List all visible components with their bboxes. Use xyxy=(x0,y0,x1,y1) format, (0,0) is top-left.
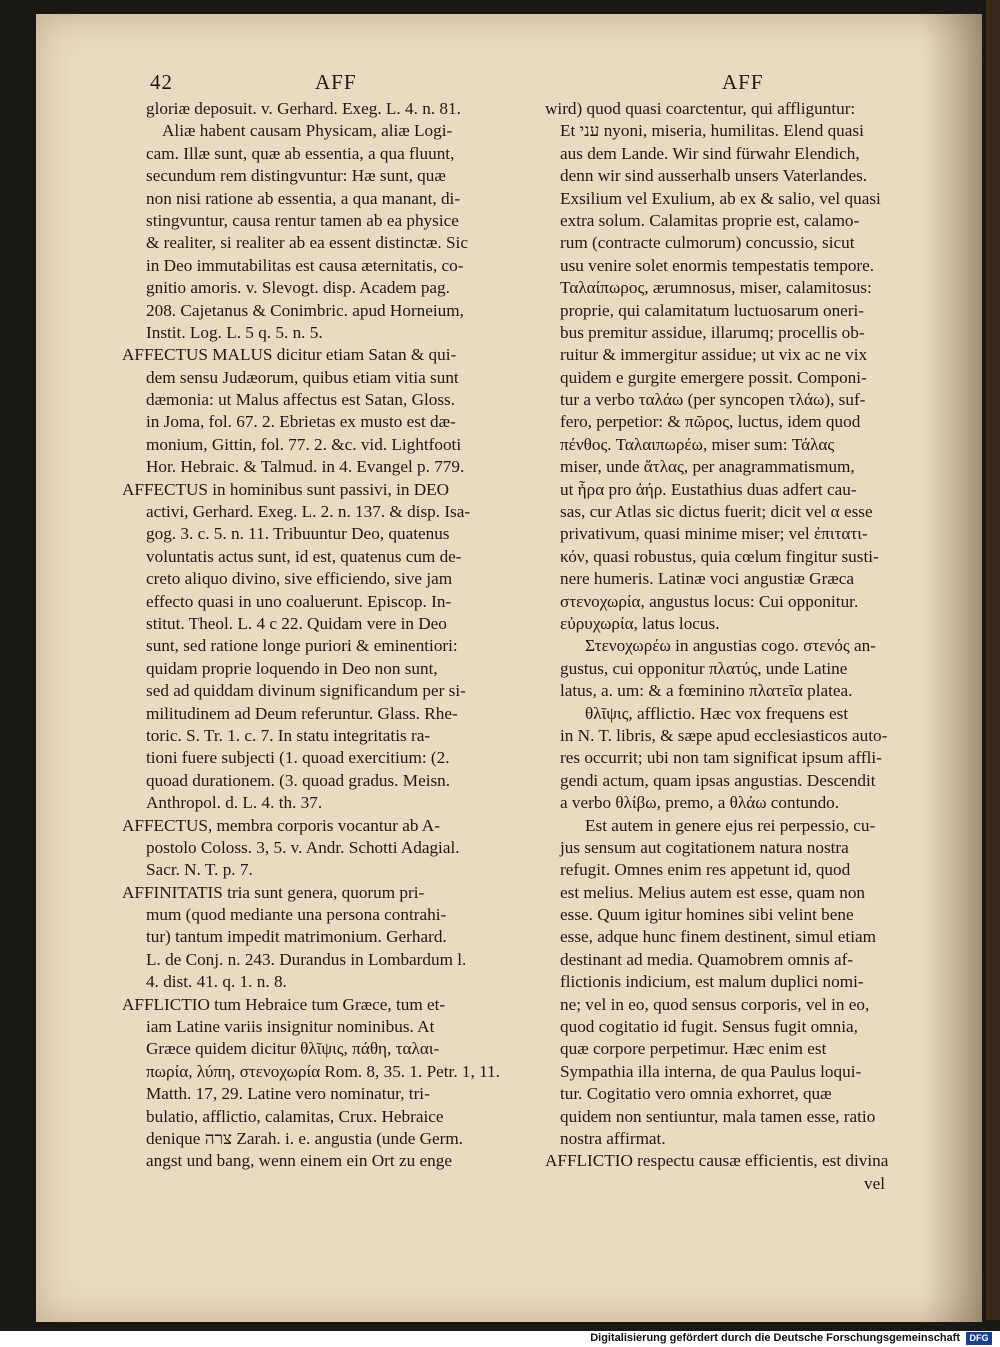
text-line: Exsilium vel Exulium, ab ex & salio, vel quasi xyxy=(560,188,881,208)
text-line: quidem non sentiuntur, mala tamen esse, ratio xyxy=(560,1106,876,1126)
text-line: quidam proprie loquendo in Deo non sunt, xyxy=(146,658,438,678)
dfg-logo: DFG xyxy=(966,1332,992,1345)
text-line: AFFLICTIO respectu causæ efficientis, est divina xyxy=(545,1151,889,1171)
binding-edge xyxy=(986,0,1000,1320)
text-line: cam. Illæ sunt, quæ ab essentia, a qua fluunt, xyxy=(146,143,455,163)
text-line: Sympathia illa interna, de qua Paulus loqui- xyxy=(560,1061,862,1081)
text-line: denn wir sind ausserhalb unsers Vaterlandes. xyxy=(560,166,868,186)
text-line: quod cogitatio id fugit. Sensus fugit omnia, xyxy=(560,1017,858,1037)
text-line: & realiter, si realiter ab ea essent distinctæ. Sic xyxy=(146,233,468,253)
text-line: ut ἦρα pro ἀήρ. Eustathius duas adfert cau- xyxy=(560,479,857,499)
text-line: Στενοχωρέω in angustias cogo. στενός an- xyxy=(585,636,876,656)
text-line: in N. T. libris, & sæpe apud ecclesiasticos auto- xyxy=(560,725,888,745)
text-line: refugit. Omnes enim res appetunt id, quod xyxy=(560,860,851,880)
text-line: quæ corpore perpetimur. Hæc enim est xyxy=(560,1039,827,1059)
text-line: extra solum. Calamitas proprie est, calamo- xyxy=(560,210,860,230)
text-line: miser, unde ἄτλας, per anagrammatismum, xyxy=(560,457,855,477)
text-line: sunt, sed ratione longe puriori & eminentiori: xyxy=(146,636,458,656)
text-line: postolo Coloss. 3, 5. v. Andr. Schotti Adagial. xyxy=(146,837,460,857)
text-line: Matth. 17, 29. Latine vero nominatur, tri- xyxy=(146,1084,430,1104)
text-line: gloriæ deposuit. v. Gerhard. Exeg. L. 4. n. 81. xyxy=(146,99,461,118)
text-line: L. de Conj. n. 243. Durandus in Lombardum l. xyxy=(146,949,467,969)
running-head-right: AFF xyxy=(722,70,764,94)
text-line: dæmonia: ut Malus affectus est Satan, Gloss. xyxy=(146,390,456,410)
text-line: εὐρυχωρία, latus locus. xyxy=(560,613,720,633)
text-line: Instit. Log. L. 5 q. 5. n. 5. xyxy=(146,322,323,342)
text-line: Græce quidem dicitur θλῖψις, πάθη, ταλαι- xyxy=(146,1039,440,1059)
text-line: nostra affirmat. xyxy=(560,1128,666,1148)
text-line: fero, perpetior: & πῶρος, luctus, idem quod xyxy=(560,412,861,432)
text-line: AFFECTUS MALUS dicitur etiam Satan & qui- xyxy=(122,345,457,365)
text-line: mum (quod mediante una persona contrahi- xyxy=(146,905,447,925)
text-line: θλῖψις, afflictio. Hæc vox frequens est xyxy=(585,703,849,723)
text-line: quidem e gurgite emergere possit. Componi- xyxy=(560,367,867,387)
text-line: effecto quasi in uno coaluerunt. Episcop. In- xyxy=(146,591,452,611)
text-line: monium, Gittin, fol. 77. 2. &c. vid. Lightfooti xyxy=(146,434,462,454)
text-line: a verbo θλίβω, premo, a θλάω contundo. xyxy=(560,793,840,813)
footer-credit: Digitalisierung gefördert durch die Deutsche Forschungsgemeinschaft xyxy=(590,1332,960,1344)
text-line: iam Latine variis insignitur nominibus. At xyxy=(146,1017,435,1037)
page-number: 42 xyxy=(150,70,173,94)
text-line: tioni fuere subjecti (1. quoad exercitium: (2. xyxy=(146,748,450,768)
text-line: activi, Gerhard. Exeg. L. 2. n. 137. & disp. Isa- xyxy=(146,502,471,522)
text-line: AFFECTUS, membra corporis vocantur ab A- xyxy=(122,815,440,835)
text-line: πωρία, λύπη, στενοχωρία Rom. 8, 35. 1. Petr. 1, 11. xyxy=(146,1061,500,1081)
text-line: AFFINITATIS tria sunt genera, quorum pri- xyxy=(122,882,425,902)
text-line: sas, cur Atlas sic dictus fuerit; dicit vel α esse xyxy=(560,502,873,522)
text-line: secundum rem distingvuntur: Hæ sunt, quæ xyxy=(146,166,446,186)
text-line: bulatio, afflictio, calamitas, Crux. Hebraice xyxy=(146,1106,444,1126)
text-line: rum (contracte culmorum) concussio, sicut xyxy=(560,233,855,253)
text-line: non nisi ratione ab essentia, a qua manant, di- xyxy=(146,188,461,208)
text-line: res occurrit; ubi non tam significat ipsum affli- xyxy=(560,748,882,768)
text-line: aus dem Lande. Wir sind fürwahr Elendich, xyxy=(560,143,860,163)
text-line: Est autem in genere ejus rei perpessio, cu- xyxy=(585,815,876,835)
text-line: dem sensu Judæorum, quibus etiam vitia sunt xyxy=(146,367,459,387)
text-line: in Joma, fol. 67. 2. Ebrietas ex musto est dæ- xyxy=(146,412,456,432)
text-line: gog. 3. c. 5. n. 11. Tribuuntur Deo, quatenus xyxy=(146,524,450,544)
text-line: proprie, qui calamitatum luctuosarum oneri- xyxy=(560,300,865,320)
text-line: tur a verbo ταλάω (per syncopen τλάω), suf- xyxy=(560,390,866,410)
text-line: usu venire solet enormis tempestatis tempore. xyxy=(560,255,875,275)
text-line: in Deo immutabilitas est causa æternitatis, co- xyxy=(146,255,464,275)
text-line: stingvuntur, causa rentur tamen ab ea physice xyxy=(146,210,459,230)
text-line: vel xyxy=(864,1173,885,1193)
text-line: flictionis indicium, est malum duplici nomi- xyxy=(560,972,864,992)
text-line: latus, a. um: & a fœminino πλατεῖα platea. xyxy=(560,681,853,701)
text-line: ruitur & immergitur assidue; ut vix ac ne vix xyxy=(560,345,868,365)
text-line: denique צרה Zarah. i. e. angustia (unde Germ. xyxy=(146,1128,464,1148)
text-line: stitut. Theol. L. 4 c 22. Quidam vere in Deo xyxy=(146,613,447,633)
text-line: gendi actum, quam ipsas angustias. Descendit xyxy=(560,770,876,790)
text-line: quoad durationem. (3. quoad gradus. Meisn. xyxy=(146,770,451,790)
text-line: bus premitur assidue, illarumq; procellis ob- xyxy=(560,322,865,342)
text-line: στενοχωρία, angustus locus: Cui opponitur. xyxy=(560,591,859,611)
text-line: sed ad quiddam divinum significandum per si- xyxy=(146,681,466,701)
text-line: est melius. Melius autem est esse, quam non xyxy=(560,882,866,902)
text-line: jus sensum aut cogitationem natura nostra xyxy=(560,837,849,857)
text-line: voluntatis actus sunt, id est, quatenus cum de- xyxy=(146,546,462,566)
text-line: esse. Quum igitur homines sibi velint bene xyxy=(560,905,854,925)
text-line: creto aliquo divino, sive efficiendo, sive jam xyxy=(146,569,453,589)
text-line: 208. Cajetanus & Conimbric. apud Horneium, xyxy=(146,300,464,320)
text-line: esse, adque hunc finem destinent, simul etiam xyxy=(560,927,876,947)
left-text-column xyxy=(122,98,537,1173)
text-line: tur) tantum impedit matrimonium. Gerhard. xyxy=(146,927,447,947)
text-line: 4. dist. 41. q. 1. n. 8. xyxy=(146,972,287,992)
text-line: nere humeris. Latinæ voci angustiæ Græca xyxy=(560,569,855,589)
text-line: ne; vel in eo, quod sensus corporis, vel in eo, xyxy=(560,994,870,1014)
text-line: πένθος. Ταλαιπωρέω, miser sum: Τάλας xyxy=(560,434,835,454)
text-line: privativum, quasi minime miser; vel ἐπιτατι- xyxy=(560,524,868,544)
text-line: toric. S. Tr. 1. c. 7. In statu integritatis ra- xyxy=(146,725,431,745)
text-line: tur. Cogitatio vero omnia exhorret, quæ xyxy=(560,1084,832,1104)
running-head-left: AFF xyxy=(315,70,357,94)
text-line: Ταλαίπωρος, ærumnosus, miser, calamitosus: xyxy=(560,278,872,298)
text-line: Et עני nyoni, miseria, humilitas. Elend quasi xyxy=(560,121,864,141)
text-line: Aliæ habent causam Physicam, aliæ Logi- xyxy=(162,121,453,141)
text-line: militudinem ad Deum referuntur. Glass. Rhe- xyxy=(146,703,458,723)
right-text-column xyxy=(545,98,925,1195)
text-line: Anthropol. d. L. 4. th. 37. xyxy=(146,793,323,813)
text-line: AFFECTUS in hominibus sunt passivi, in DEO xyxy=(122,479,450,499)
text-line: wird) quod quasi coarctentur, qui affliguntur: xyxy=(545,99,856,118)
text-line: κόν, quasi robustus, quia cœlum fingitur susti- xyxy=(560,546,879,566)
text-line: AFFLICTIO tum Hebraice tum Græce, tum et- xyxy=(122,994,446,1014)
text-line: Hor. Hebraic. & Talmud. in 4. Evangel p. 779. xyxy=(146,457,465,477)
footer-bar xyxy=(0,1331,1000,1347)
text-line: gnitio amoris. v. Slevogt. disp. Academ pag. xyxy=(146,278,450,298)
text-line: destinant ad media. Quamobrem omnis af- xyxy=(560,949,854,969)
text-line: Sacr. N. T. p. 7. xyxy=(146,860,253,880)
text-line: gustus, cui opponitur πλατύς, unde Latine xyxy=(560,658,848,678)
text-line: angst und bang, wenn einem ein Ort zu enge xyxy=(146,1151,452,1171)
